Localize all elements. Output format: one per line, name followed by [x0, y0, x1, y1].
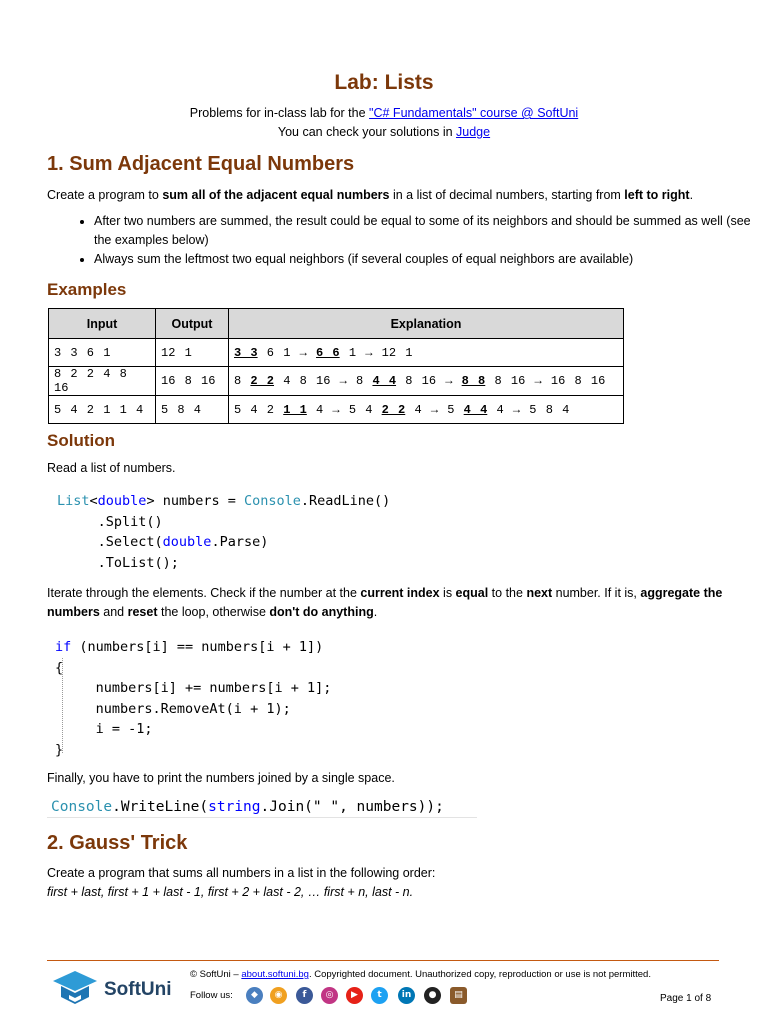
solution-heading: Solution: [47, 431, 115, 450]
section2-description: Create a program that sums all numbers in a list in the following order:: [47, 866, 436, 880]
facebook-icon[interactable]: f: [296, 987, 313, 1004]
column-header: Output: [156, 309, 229, 339]
page-number: Page 1 of 8: [660, 993, 712, 1004]
rules-list: [47, 212, 764, 269]
read-instruction: Read a list of numbers.: [47, 461, 176, 475]
table-row: [49, 367, 624, 396]
table-row: [49, 396, 624, 424]
softuni-site-icon[interactable]: ◆: [246, 987, 263, 1004]
twitter-icon[interactable]: t: [371, 987, 388, 1004]
copyright-notice: © SoftUni – about.softuni.bg. Copyrighted document. Unauthorized copy, reproduction or use is not permitted.: [190, 969, 651, 980]
section2-formula: first + last, first + 1 + last - 1, first + 2 + last - 2, … first + n, last - n.: [47, 885, 414, 899]
column-header: Input: [49, 309, 156, 339]
instagram-icon[interactable]: ◎: [321, 987, 338, 1004]
input-cell: 5 4 2 1 1 4: [49, 396, 156, 424]
footer-divider: [47, 960, 719, 961]
column-header: Explanation: [229, 309, 624, 339]
output-cell: 16 8 16: [156, 367, 229, 396]
explanation-cell: 3 3 6 1 → 6 6 1 → 12 1: [229, 339, 624, 367]
section2-heading: 2. Gauss' Trick: [47, 832, 188, 854]
course-link[interactable]: "C# Fundamentals" course @ SoftUni: [369, 106, 579, 120]
youtube-icon[interactable]: ▶: [346, 987, 363, 1004]
iterate-instruction: Iterate through the elements. Check if the number at the current index is equal to the next number. If it is, aggregate the numbers and reset the loop, otherwise don't do anything.: [47, 586, 723, 619]
input-cell: 3 3 6 1: [49, 339, 156, 367]
section1-heading: 1. Sum Adjacent Equal Numbers: [47, 153, 355, 175]
examples-heading: Examples: [47, 280, 127, 299]
final-instruction: Finally, you have to print the numbers joined by a single space.: [47, 771, 395, 785]
explanation-cell: 5 4 2 1 1 4 → 5 4 2 2 4 → 5 4 4 4 → 5 8 4: [229, 396, 624, 424]
intro-line: Problems for in-class lab for the "C# Fundamentals" course @ SoftUni: [189, 106, 579, 120]
code-loop-body: if (numbers[i] == numbers[i + 1]) { numbers[i] += numbers[i + 1]; numbers.RemoveAt(i + 1); i = -1; }: [55, 639, 332, 758]
output-cell: 12 1: [156, 339, 229, 367]
linkedin-icon[interactable]: in: [398, 987, 415, 1004]
list-item: • Always sum the leftmost two equal neighbors (if several couples of equal neighbors are available): [94, 250, 764, 269]
output-cell: 5 8 4: [156, 396, 229, 424]
softuni-logo-text: SoftUni: [104, 979, 172, 1000]
section1-description: Create a program to sum all of the adjacent equal numbers in a list of decimal numbers, starting from left to right.: [47, 188, 694, 202]
examples-table: [48, 308, 624, 424]
judge-line: You can check your solutions in Judge: [277, 125, 491, 139]
follow-us-label: Follow us:: [190, 990, 233, 1001]
softuni-blog-icon[interactable]: ▤: [450, 987, 467, 1004]
code-print: Console.WriteLine(string.Join(" ", numbers));: [51, 799, 444, 815]
softuni-foundation-icon[interactable]: ◉: [270, 987, 287, 1004]
table-row: [49, 339, 624, 367]
table-header-row: [49, 309, 624, 339]
explanation-cell: 8 2 2 4 8 16 → 8 4 4 8 16 → 8 8 8 16 → 16 8 16: [229, 367, 624, 396]
github-icon[interactable]: ●: [424, 987, 441, 1004]
code-read-list: List<double> numbers = Console.ReadLine() .Split() .Select(double.Parse) .ToList();: [57, 493, 391, 571]
softuni-about-link[interactable]: about.softuni.bg: [241, 969, 309, 980]
input-cell: 8 2 2 4 8 16: [49, 367, 156, 396]
softuni-logo-icon: [50, 968, 100, 1008]
page-title: Lab: Lists: [334, 71, 434, 94]
judge-link[interactable]: Judge: [456, 125, 491, 139]
list-item: • After two numbers are summed, the result could be equal to some of its neighbors and should be summed as well (see the examples below): [94, 212, 764, 250]
